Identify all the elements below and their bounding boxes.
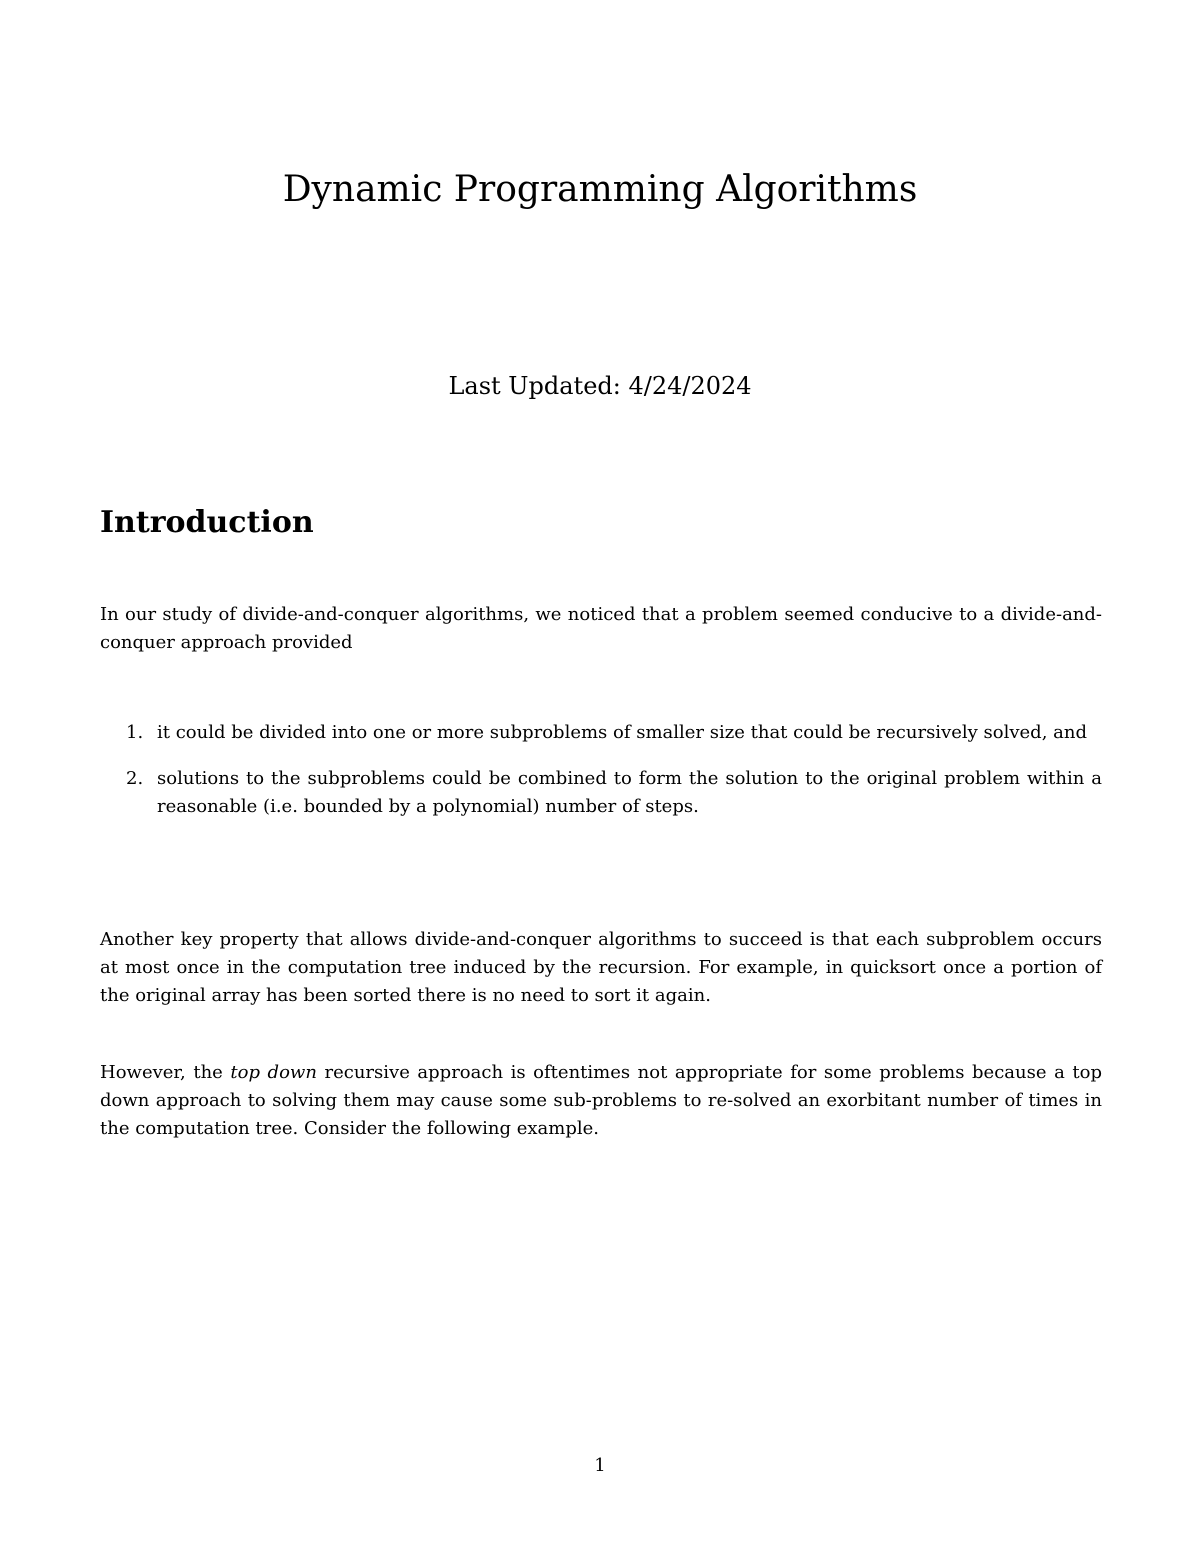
list-item-text: solutions to the subproblems could be combined to form the solution to the original problem within a reasonable (i.e. bounded by a polynomial) number of steps.: [157, 768, 1102, 817]
last-updated-date: Last Updated: 4/24/2024: [448, 372, 752, 400]
top-down-paragraph: [100, 1059, 1102, 1143]
top-down-emphasis: top down: [230, 1062, 317, 1083]
list-item: [100, 765, 1102, 821]
conditions-list: [100, 719, 1102, 839]
list-item: [100, 719, 1102, 747]
key-property-paragraph: Another key property that allows divide-and-conquer algorithms to succeed is that each subproblem occurs at most once in the computation tree induced by the recursion. For example, in quicksort once a portion of the original array has been sorted there is no need to sort it again.: [100, 929, 1102, 1006]
intro-paragraph: In our study of divide-and-conquer algorithms, we noticed that a problem seemed conducive to a divide-and-conquer approach provided: [100, 604, 1102, 653]
list-marker: 2.: [126, 768, 144, 789]
page-title: Dynamic Programming Algorithms: [282, 169, 918, 210]
page-number: 1: [594, 1455, 606, 1476]
top-down-text-start: However, the: [100, 1062, 231, 1083]
top-down-text-end: recursive approach is oftentimes not appropriate for some problems because a top down approach to solving them may cause some sub-problems to re-solved an exorbitant number of times in the computation tree. Consider the following example.: [100, 1062, 1102, 1139]
list-marker: 1.: [126, 722, 144, 743]
section-heading-introduction: Introduction: [100, 505, 314, 540]
list-item-text: it could be divided into one or more subproblems of smaller size that could be recursively solved, and: [157, 722, 1087, 743]
